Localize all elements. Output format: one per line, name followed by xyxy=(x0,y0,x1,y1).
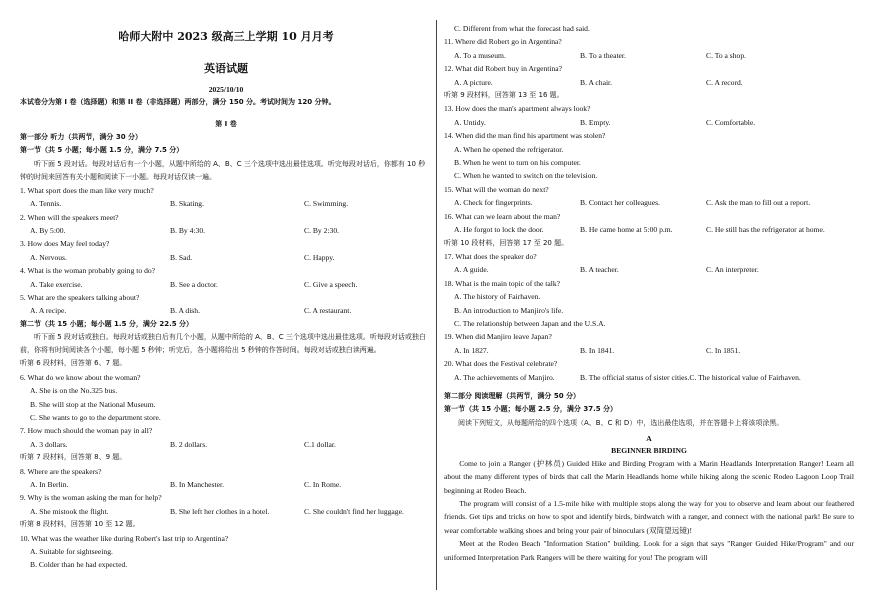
question-18-option-c: C. The relationship between Japan and the U.S.A. xyxy=(454,318,606,328)
option-a: A. A picture. xyxy=(454,77,493,87)
option-a: A. To a museum. xyxy=(454,50,506,60)
question-14-option-a: A. When he opened the refrigerator. xyxy=(454,144,564,154)
question-4: 4. What is the woman probably going to do? xyxy=(20,266,156,276)
option-a: A. Tennis. xyxy=(30,199,62,209)
column-divider xyxy=(436,20,437,590)
question-11: 11. Where did Robert go in Argentina? xyxy=(444,37,562,47)
question-12: 12. What did Robert buy in Argentina? xyxy=(444,64,563,74)
listening-section1-instructions: 听下面 5 段对话。每段对话后有一个小题，从题中所给的 A、B、C 三个选项中选出最佳选项。听完每段对话后，你都有 10 秒钟的时间来回答有关小题和阅读下一小题。每段对话仅读一遍。 xyxy=(20,159,426,181)
question-7-options xyxy=(20,438,432,451)
question-2: 2. When will the speakers meet? xyxy=(20,212,119,222)
question-10-option-a: A. Suitable for sightseeing. xyxy=(30,546,113,556)
option-b: B. In 1841. xyxy=(580,345,615,355)
exam-date: 2025/10/10 xyxy=(208,85,244,94)
option-c: C. By 2:30. xyxy=(304,226,340,236)
question-12-options xyxy=(444,76,854,89)
question-19: 19. When did Manjiro leave Japan? xyxy=(444,332,552,342)
listening-section2-title: 第二节（共 15 小题；每小题 1.5 分，满分 22.5 分） xyxy=(20,319,194,328)
option-a: A. She mistook the flight. xyxy=(30,506,109,516)
listening-part-title: 第一部分 听力（共两节，满分 30 分） xyxy=(20,133,143,141)
option-b: B. To a theater. xyxy=(580,50,626,60)
passage-paragraph-2: The program will consist of a 1.5-mile hike with multiple stops along the way for you to observe and learn about our feathered friends. Get tips and tricks on how to spot and identify birds, birdwatch with a ranger, and connect with the national park! Be sure to wear comfortable walking shoes and bring your pair of binoculars (双筒望远镜)! xyxy=(444,499,854,535)
exam-title: 哈师大附中 2023 级高三上学期 10 月月考 xyxy=(118,30,334,43)
option-b: B. A dish. xyxy=(170,306,200,316)
option-c: C. Swimming. xyxy=(304,199,349,209)
material-6-note: 听第 6 段材料，回答第 6、7 题。 xyxy=(20,359,127,368)
question-6-option-c: C. She wants to go to the department store. xyxy=(30,412,161,422)
question-5: 5. What are the speakers talking about? xyxy=(20,293,140,303)
option-c: C. He still has the refrigerator at home. xyxy=(706,225,825,235)
option-a: A. Untidy. xyxy=(454,117,486,127)
question-9-options xyxy=(20,505,432,518)
question-18-option-a: A. The history of Fairhaven. xyxy=(454,292,541,302)
option-b: B. In Manchester. xyxy=(170,479,224,489)
question-5-options xyxy=(20,304,432,317)
question-9: 9. Why is the woman asking the man for help? xyxy=(20,493,162,503)
question-16-options xyxy=(444,223,854,236)
question-14: 14. When did the man find his apartment was stolen? xyxy=(444,131,606,141)
listening-section2-instructions: 听下面 5 段对话或独白。每段对话或独白后有几个小题，从题中所给的 A、B、C 三个选项中选出最佳选项。听每段对话或独白前，你将有时间阅读各个小题，每小题 5 秒钟；听完后，各小题将给出 5 秒钟的作答时间。每段对话或独白读两遍。 xyxy=(20,333,426,355)
reading-section1-instructions: 阅读下列短文，从每题所给的四个选项（A、B、C 和 D）中，选出最佳选项，并在答题卡上将该项涂黑。 xyxy=(458,418,784,427)
option-b: B. The official status of sister cities. xyxy=(580,372,690,382)
volume-title: 第 I 卷 xyxy=(215,120,237,128)
question-3-options xyxy=(20,251,432,264)
option-c: C. In Rome. xyxy=(304,479,342,489)
option-b: B. He came home at 5:00 p.m. xyxy=(580,225,673,235)
option-c: C. Ask the man to fill out a report. xyxy=(706,198,811,208)
option-b: B. A chair. xyxy=(580,77,613,87)
left-column xyxy=(20,22,432,572)
question-3: 3. How does May feel today? xyxy=(20,239,110,249)
question-10: 10. What was the weather like during Robert's last trip to Argentina? xyxy=(20,533,229,543)
option-a: A. The achievements of Manjiro. xyxy=(454,372,555,382)
question-20: 20. What does the Festival celebrate? xyxy=(444,359,558,369)
option-c: C.1 dollar. xyxy=(304,439,336,449)
option-b: B. Contact her colleagues. xyxy=(580,198,660,208)
exam-note: 本试卷分为第 I 卷（选择题）和第 II 卷（非选择题）两部分，满分 150 分。考试时间为 120 分钟。 xyxy=(20,98,336,106)
question-13-options xyxy=(444,116,854,129)
passage-paragraph-1: Come to join a Ranger (护林员) Guided Hike and Birding Program with a Marin Headlands Interpretation Ranger! Learn all about the many different types of birds that call the Marin Headlands home while hiking along the scenic Rodeo Lagoon Loop Trail beginning at Rodeo Beach. xyxy=(444,458,854,495)
question-20-options xyxy=(444,371,854,384)
question-6: 6. What do we know about the woman? xyxy=(20,372,141,382)
question-17: 17. What does the speaker do? xyxy=(444,251,537,261)
option-a: A. Check for fingerprints. xyxy=(454,198,533,208)
option-b: B. She left her clothes in a hotel. xyxy=(170,506,270,516)
subject-title: 英语试题 xyxy=(204,62,248,75)
material-10-note: 听第 10 段材料，回答第 17 至 20 题。 xyxy=(444,238,569,247)
passage-title: BEGINNER BIRDING xyxy=(611,445,687,455)
option-c: C. To a shop. xyxy=(706,50,747,60)
question-15-options xyxy=(444,196,854,209)
reading-section1-title: 第一节（共 15 小题；每小题 2.5 分，满分 37.5 分） xyxy=(444,405,618,414)
option-c: C. A record. xyxy=(706,77,743,87)
option-c: C. Give a speech. xyxy=(304,279,358,289)
option-a: A. A recipe. xyxy=(30,306,67,316)
option-a: A. In Berlin. xyxy=(30,479,69,489)
listening-section1-title: 第一节（共 5 小题；每小题 1.5 分，满分 7.5 分） xyxy=(20,146,184,155)
question-7: 7. How much should the woman pay in all? xyxy=(20,426,153,436)
option-c: C. The historical value of Fairhaven. xyxy=(689,372,801,382)
right-column xyxy=(444,22,854,564)
material-9-note: 听第 9 段材料，回答第 13 至 16 题。 xyxy=(444,91,564,100)
option-a: A. Nervous. xyxy=(30,252,67,262)
question-13: 13. How does the man's apartment always look? xyxy=(444,104,591,114)
option-c: C. She couldn't find her luggage. xyxy=(304,506,404,516)
question-19-options xyxy=(444,344,854,357)
option-b: B. 2 dollars. xyxy=(170,439,208,449)
option-c: C. In 1851. xyxy=(706,345,741,355)
option-b: B. Sad. xyxy=(170,252,193,262)
option-a: A. In 1827. xyxy=(454,345,489,355)
question-6-option-b: B. She will stop at the National Museum. xyxy=(30,399,156,409)
question-18-option-b: B. An introduction to Manjiro's life. xyxy=(454,305,564,315)
option-b: B. By 4:30. xyxy=(170,226,206,236)
material-7-note: 听第 7 段材料，回答第 8、9 题。 xyxy=(20,453,127,462)
option-c: C. A restaurant. xyxy=(304,306,352,316)
material-8-note: 听第 8 段材料，回答第 10 至 12 题。 xyxy=(20,520,140,529)
question-14-option-b: B. When he went to turn on his computer. xyxy=(454,158,581,168)
question-10-option-b: B. Colder than he had expected. xyxy=(30,560,128,570)
question-4-options xyxy=(20,278,432,291)
option-a: A. By 5:00. xyxy=(30,226,66,236)
question-8-options xyxy=(20,478,432,491)
reading-part-title: 第二部分 阅读理解（共两节，满分 50 分） xyxy=(444,391,581,400)
option-c: C. An interpreter. xyxy=(706,265,759,275)
question-2-options xyxy=(20,224,432,237)
question-15: 15. What will the woman do next? xyxy=(444,184,549,194)
question-16: 16. What can we learn about the man? xyxy=(444,211,561,221)
question-14-option-c: C. When he wanted to switch on the television. xyxy=(454,171,598,181)
passage-paragraph-3: Meet at the Rodeo Beach "Information Station" building. Look for a sign that says "Ranger Guided Hike/Program" and our uniformed Interpretation Park Rangers will be there waiting for you! The program will xyxy=(444,539,854,562)
option-a: A. A guide. xyxy=(454,265,489,275)
option-b: B. Empty. xyxy=(580,117,611,127)
question-18: 18. What is the main topic of the talk? xyxy=(444,278,561,288)
option-c: C. Happy. xyxy=(304,252,335,262)
question-6-option-a: A. She is on the No.325 bus. xyxy=(30,386,118,396)
question-1: 1. What sport does the man like very much? xyxy=(20,185,154,195)
question-10-option-c: C. Different from what the forecast had said. xyxy=(454,24,590,33)
question-11-options xyxy=(444,49,854,62)
option-a: A. He forgot to lock the door. xyxy=(454,225,544,235)
option-c: C. Comfortable. xyxy=(706,117,756,127)
option-b: B. A teacher. xyxy=(580,265,619,275)
option-b: B. See a doctor. xyxy=(170,279,218,289)
option-b: B. Skating. xyxy=(170,199,204,209)
passage-letter: A xyxy=(646,433,652,443)
question-1-options xyxy=(20,197,432,210)
option-a: A. Take exercise. xyxy=(30,279,83,289)
option-a: A. 3 dollars. xyxy=(30,439,68,449)
question-8: 8. Where are the speakers? xyxy=(20,466,102,476)
question-17-options xyxy=(444,263,854,276)
